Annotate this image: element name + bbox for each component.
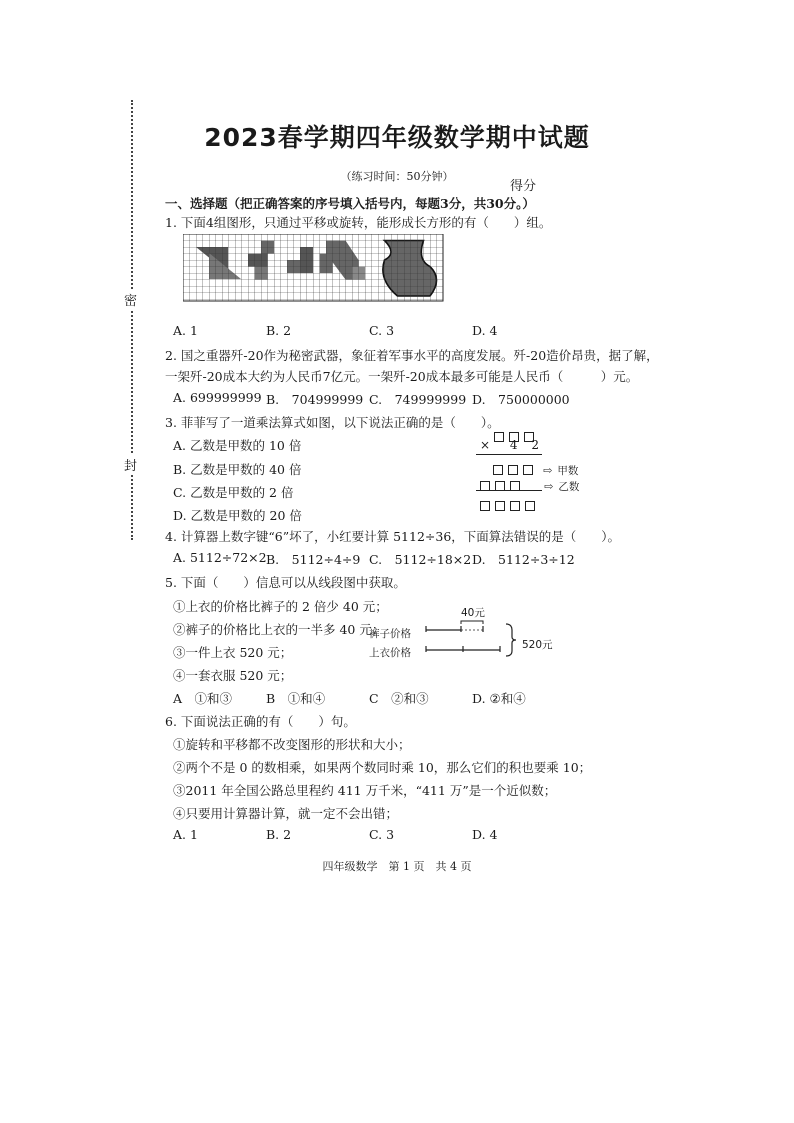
q6-option-a: A. 1 [173,827,198,842]
q5-option-d: D. ②和④ [472,691,526,706]
q1-grid-figure [183,234,445,302]
binding-line [131,100,133,540]
score-label: 得分 [510,179,537,194]
question-5: 5. 下面（ ）信息可以从线段图中获取。 [165,575,406,590]
binding-char: 封 [124,455,137,474]
q1-option-c: C. 3 [369,323,395,338]
exam-duration: （练习时间：50分钟） [340,170,454,183]
q3-option-b: B. 乙数是甲数的 40 倍 [173,462,302,477]
diff-brace [461,621,483,624]
q2-option-b: B. 704999999 [266,392,364,407]
q5-option-a: A ①和③ [173,691,233,706]
q6-option-c: C. 3 [369,827,395,842]
q6-option-d: D. 4 [472,827,498,842]
q5-option-c: C ②和③ [369,691,429,706]
question-6: 6. 下面说法正确的有（ ）句。 [165,714,356,729]
q3-option-a: A. 乙数是甲数的 10 倍 [173,438,302,453]
q1-option-a: A. 1 [173,323,198,338]
q3-multiplier-row [480,438,540,452]
section-heading: 一、选择题（把正确答案的序号填入括号内，每题3分，共30分。） [165,196,535,211]
q3-line-2 [476,490,542,491]
binding-char: 密 [124,290,137,309]
q5-segment-diagram [424,618,520,660]
q6-item-2: ②两个不是 0 的数相乘，如果两个数同时乘 10，那么它们的积也要乘 10； [173,760,592,775]
q6-item-4: ④只要用计算器计算，就一定不会出错； [173,806,399,821]
label-jia: 甲数 [557,465,579,477]
diagram-shirt-label: 上衣价格 [369,647,411,659]
q5-item-1: ①上衣的价格比裤子的 2 倍少 40 元； [173,599,388,614]
multiplier-digit: 2 [531,438,539,452]
multiplier-digit: 4 [509,438,518,452]
q6-item-3: ③2011 年全国公路总里程约 411 万千米，“411 万”是一个近似数； [173,783,557,798]
arrow-right-icon: ⇨ [543,464,553,477]
question-2-line-1: 2. 国之重器歼-20作为秘密武器，象征着军事水平的高度发展。歼-20造价昂贵，据了解， [165,348,659,363]
q5-option-b: B ①和④ [266,691,326,706]
page-title: 2023春学期四年级数学期中试题 [204,123,590,152]
question-1: 1. 下面4组图形，只通过平移或旋转，能形成长方形的有（ ）组。 [165,215,552,230]
question-3: 3. 菲菲写了一道乘法算式如图，以下说法正确的是（ ）。 [165,415,500,430]
q3-option-d: D. 乙数是甲数的 20 倍 [173,508,302,523]
diagram-pants-label: 裤子价格 [369,628,411,640]
q6-item-1: ①旋转和平移都不改变图形的形状和大小； [173,737,411,752]
q2-option-c: C. 749999999 [369,392,467,407]
page-footer: 四年级数学 第 1 页 共 4 页 [322,860,472,873]
q2-option-a: A. 699999999 [173,390,262,405]
q4-option-c: C. 5112÷18×2 [369,552,472,567]
times-sign: × [480,438,491,452]
q4-option-d: D. 5112÷3÷12 [472,552,575,567]
q4-option-a: A. 5112÷72×2 [173,550,267,565]
diagram-diff-label: 40元 [461,607,485,619]
q3-line-1 [476,454,542,455]
q3-row-yi [480,475,579,494]
label-yi: 乙数 [558,481,580,493]
q5-item-3: ③一件上衣 520 元； [173,645,293,660]
question-4: 4. 计算器上数字键“6”坏了，小红要计算 5112÷36，下面算法错误的是（ ）。 [165,529,621,544]
question-2-line-2: 一架歼-20成本大约为人民币7亿元。一架歼-20成本最多可能是人民币（ ）元。 [165,369,639,384]
q5-item-4: ④一套衣服 520 元； [173,668,293,683]
total-brace [506,624,516,656]
q5-item-2: ②裤子的价格比上衣的一半多 40 元； [173,622,385,637]
diagram-total-label: 520元 [522,639,553,651]
q2-option-d: D. 750000000 [472,392,570,407]
q1-option-d: D. 4 [472,323,498,338]
q6-option-b: B. 2 [266,827,292,842]
q1-option-b: B. 2 [266,323,292,338]
q3-option-c: C. 乙数是甲数的 2 倍 [173,485,294,500]
arrow-right-icon: ⇨ [544,480,554,493]
q3-product [480,495,540,514]
q4-option-b: B. 5112÷4÷9 [266,552,361,567]
